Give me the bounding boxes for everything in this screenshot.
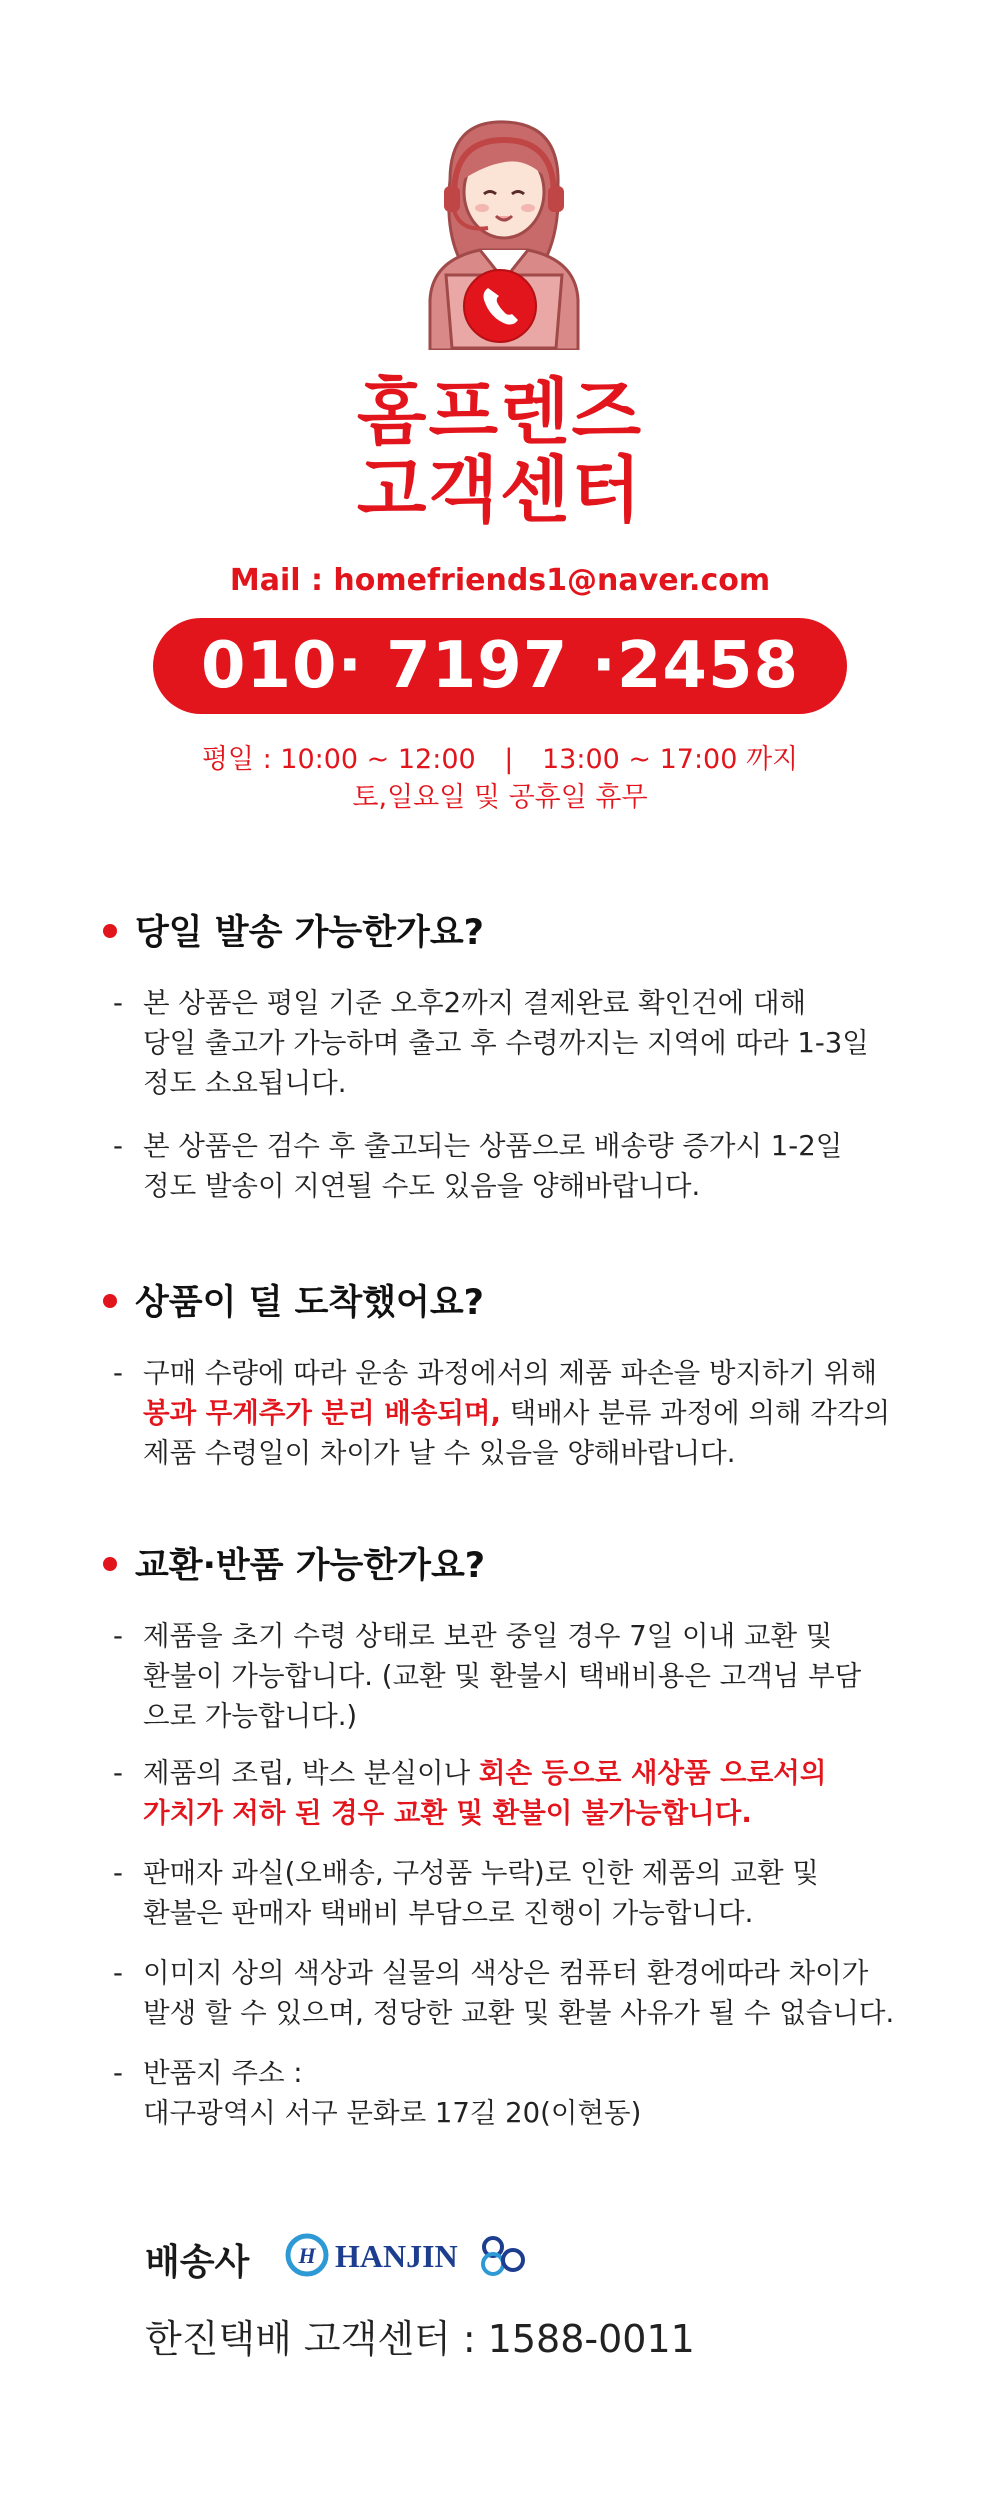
faq-item: [113, 1126, 923, 1206]
faq-question-text: 교환·반품 가능한가요?: [135, 1546, 486, 1586]
dash-bullet: -: [113, 1357, 123, 1389]
faq-item: [113, 1853, 923, 1933]
bullet-dot-icon: [103, 924, 117, 938]
hanjin-customer-center[interactable]: 한진택배 고객센터 : 1588-0011: [145, 2317, 695, 2361]
page-title-line2: 고객센터: [356, 448, 644, 532]
faq-item-text: [143, 1753, 923, 1833]
faq-item-text: 제품을 초기 수령 상태로 보관 중일 경우 7일 이내 교환 및 환불이 가능합니다. (교환 및 환불시 택배비용은 고객님 부담 으로 가능합니다.): [143, 1620, 862, 1732]
dash-bullet: -: [113, 1857, 123, 1889]
faq-item-text-part: 택배사 분류 과정에 의해 각각의 제품 수령일이 차이가 날 수 있음을 양해바랍니다.: [143, 1397, 891, 1469]
faq-item: [113, 2053, 923, 2133]
dash-bullet: -: [113, 1957, 123, 1989]
faq-item: [113, 983, 923, 1103]
faq-item-highlight: 봉과 무게추가 분리 배송되며,: [143, 1397, 501, 1429]
holiday-notice: 토,일요일 및 공휴일 휴무: [352, 782, 648, 813]
faq-item: [113, 1616, 923, 1736]
faq-item-text: 반품지 주소 : 대구광역시 서구 문화로 17길 20(이현동): [143, 2057, 642, 2129]
faq-item-highlight: 회손 등으로 새상품 으로서의 가치가 저하 된 경우 교환 및 환불이 불가능합니다.: [143, 1757, 827, 1829]
hours-separator: |: [504, 744, 514, 775]
svg-text:H: H: [298, 2243, 316, 2268]
faq-question-2: [103, 1275, 484, 1325]
faq-item: [113, 1353, 923, 1473]
carrier-label: 배송사: [145, 2242, 250, 2283]
dash-bullet: -: [113, 1757, 123, 1789]
hanjin-logo-text: HANJIN: [335, 2238, 458, 2274]
faq-question-text: 상품이 덜 도착했어요?: [135, 1283, 484, 1323]
phone-number-banner[interactable]: [153, 618, 847, 714]
hanjin-logo-icon: [285, 2230, 545, 2280]
dash-bullet: -: [113, 1620, 123, 1652]
hours-afternoon: 13:00 ~ 17:00 까지: [541, 744, 799, 775]
faq-item-text: 이미지 상의 색상과 실물의 색상은 컴퓨터 환경에따라 차이가 발생 할 수 있으며, 정당한 교환 및 환불 사유가 될 수 없습니다.: [143, 1957, 895, 2029]
faq-question-1: [103, 905, 484, 955]
faq-item: [113, 1953, 923, 2033]
business-hours: [0, 737, 1000, 776]
hours-weekday: 평일 : 10:00 ~ 12:00: [201, 744, 476, 775]
faq-item-text-part: 구매 수량에 따라 운송 과정에서의 제품 파손을 방지하기 위해: [143, 1357, 878, 1389]
phone-icon: [462, 268, 538, 344]
mail-address[interactable]: Mail : homefriends1@naver.com: [229, 563, 771, 598]
faq-item-text: [143, 1353, 923, 1473]
dash-bullet: -: [113, 2057, 123, 2089]
phone-number: 010· 7197 ·2458: [200, 629, 800, 703]
bullet-dot-icon: [103, 1294, 117, 1308]
faq-item-text: 판매자 과실(오배송, 구성품 누락)로 인한 제품의 교환 및 환불은 판매자 택배비 부담으로 진행이 가능합니다.: [143, 1857, 819, 1929]
faq-item-text: 본 상품은 평일 기준 오후2까지 결제완료 확인건에 대해 당일 출고가 가능하며 출고 후 수령까지는 지역에 따라 1-3일 정도 소요됩니다.: [143, 987, 869, 1099]
dash-bullet: -: [113, 1130, 123, 1162]
faq-question-text: 당일 발송 가능한가요?: [135, 913, 484, 953]
page-title-line1: 홈프렌즈: [356, 370, 644, 454]
faq-item-text: 본 상품은 검수 후 출고되는 상품으로 배송량 증가시 1-2일 정도 발송이 지연될 수도 있음을 양해바랍니다.: [143, 1130, 843, 1202]
faq-question-3: [103, 1538, 485, 1588]
dash-bullet: -: [113, 987, 123, 1019]
faq-item: [113, 1753, 923, 1833]
bullet-dot-icon: [103, 1557, 117, 1571]
faq-item-text-part: 제품의 조립, 박스 분실이나: [143, 1757, 479, 1789]
